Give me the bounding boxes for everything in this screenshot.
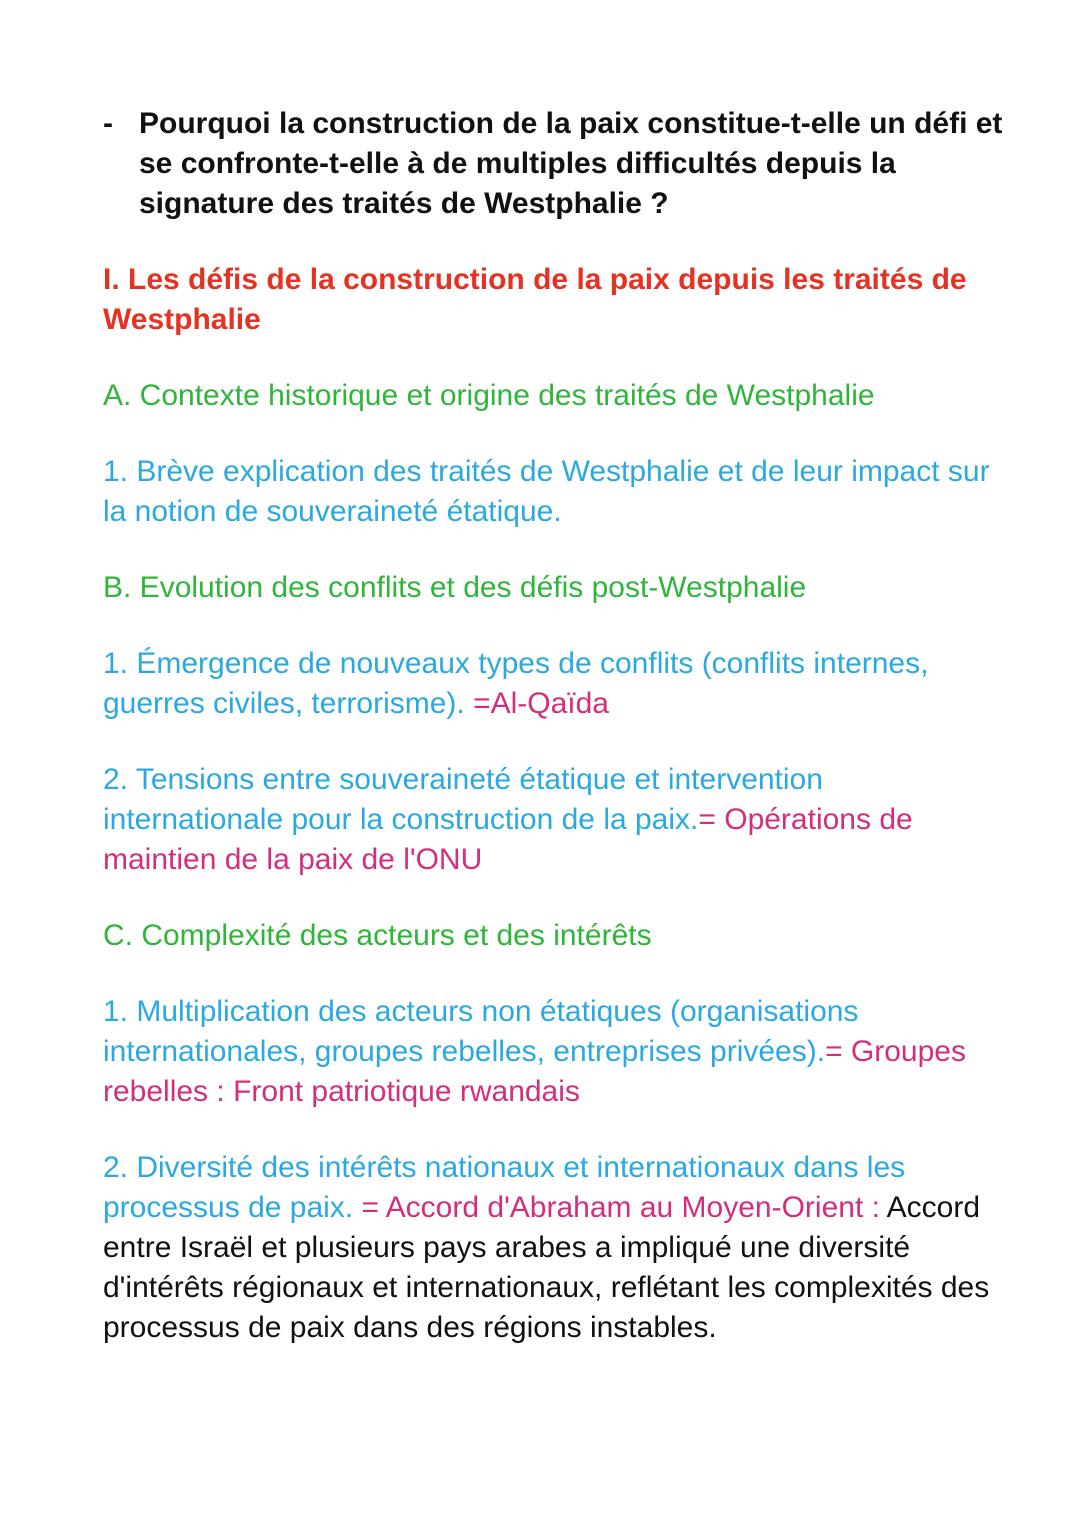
section-c-point-1-text: 1. Multiplication des acteurs non étatiques (organisations internationales, groupes rebelles, entreprises privées).	[103, 995, 859, 1068]
section-b-point-1-example: =Al-Qaïda	[464, 687, 609, 720]
section-c-point-2-example: = Accord d'Abraham au Moyen-Orient :	[353, 1191, 880, 1224]
section-c-point-2-detail: Accord entre Israël et plusieurs pays arabes a impliqué une diversité d'intérêts régionaux et internationaux, reflétant les complexités des processus de paix dans des régions instables.	[103, 1191, 990, 1344]
section-a-point-1: 1. Brève explication des traités de Westphalie et de leur impact sur la notion de souveraineté étatique.	[103, 455, 990, 528]
section-c-title: C. Complexité des acteurs et des intérêts	[103, 919, 652, 952]
section-b-point-2	[103, 760, 1003, 880]
bullet-dash: -	[103, 107, 113, 140]
section-b-point-2-example: = Opérations de maintien de la paix de l'ONU	[103, 803, 913, 876]
section-c-point-1-example: = Groupes rebelles : Front patriotique rwandais	[103, 1035, 966, 1108]
problem-question	[103, 104, 1003, 224]
part-i-title: I. Les défis de la construction de la paix depuis les traités de Westphalie	[103, 263, 967, 336]
section-a-title: A. Contexte historique et origine des traités de Westphalie	[103, 379, 875, 412]
section-b-point-1	[103, 644, 1003, 724]
problem-question-text: Pourquoi la construction de la paix constitue-t-elle un défi et se confronte-t-elle à de multiples difficultés depuis la signature des traités de Westphalie ?	[139, 107, 1003, 220]
section-c-point-2-text: 2. Diversité des intérêts nationaux et internationaux dans les processus de paix.	[103, 1151, 906, 1224]
section-c-point-2	[103, 1148, 1003, 1348]
section-c-point-1	[103, 992, 1003, 1112]
section-b-title: B. Evolution des conflits et des défis post-Westphalie	[103, 571, 807, 604]
section-b-point-2-text: 2. Tensions entre souveraineté étatique et intervention internationale pour la construction de la paix.	[103, 763, 823, 836]
section-b-point-1-text: 1. Émergence de nouveaux types de conflits (conflits internes, guerres civiles, terrorisme).	[103, 647, 929, 720]
